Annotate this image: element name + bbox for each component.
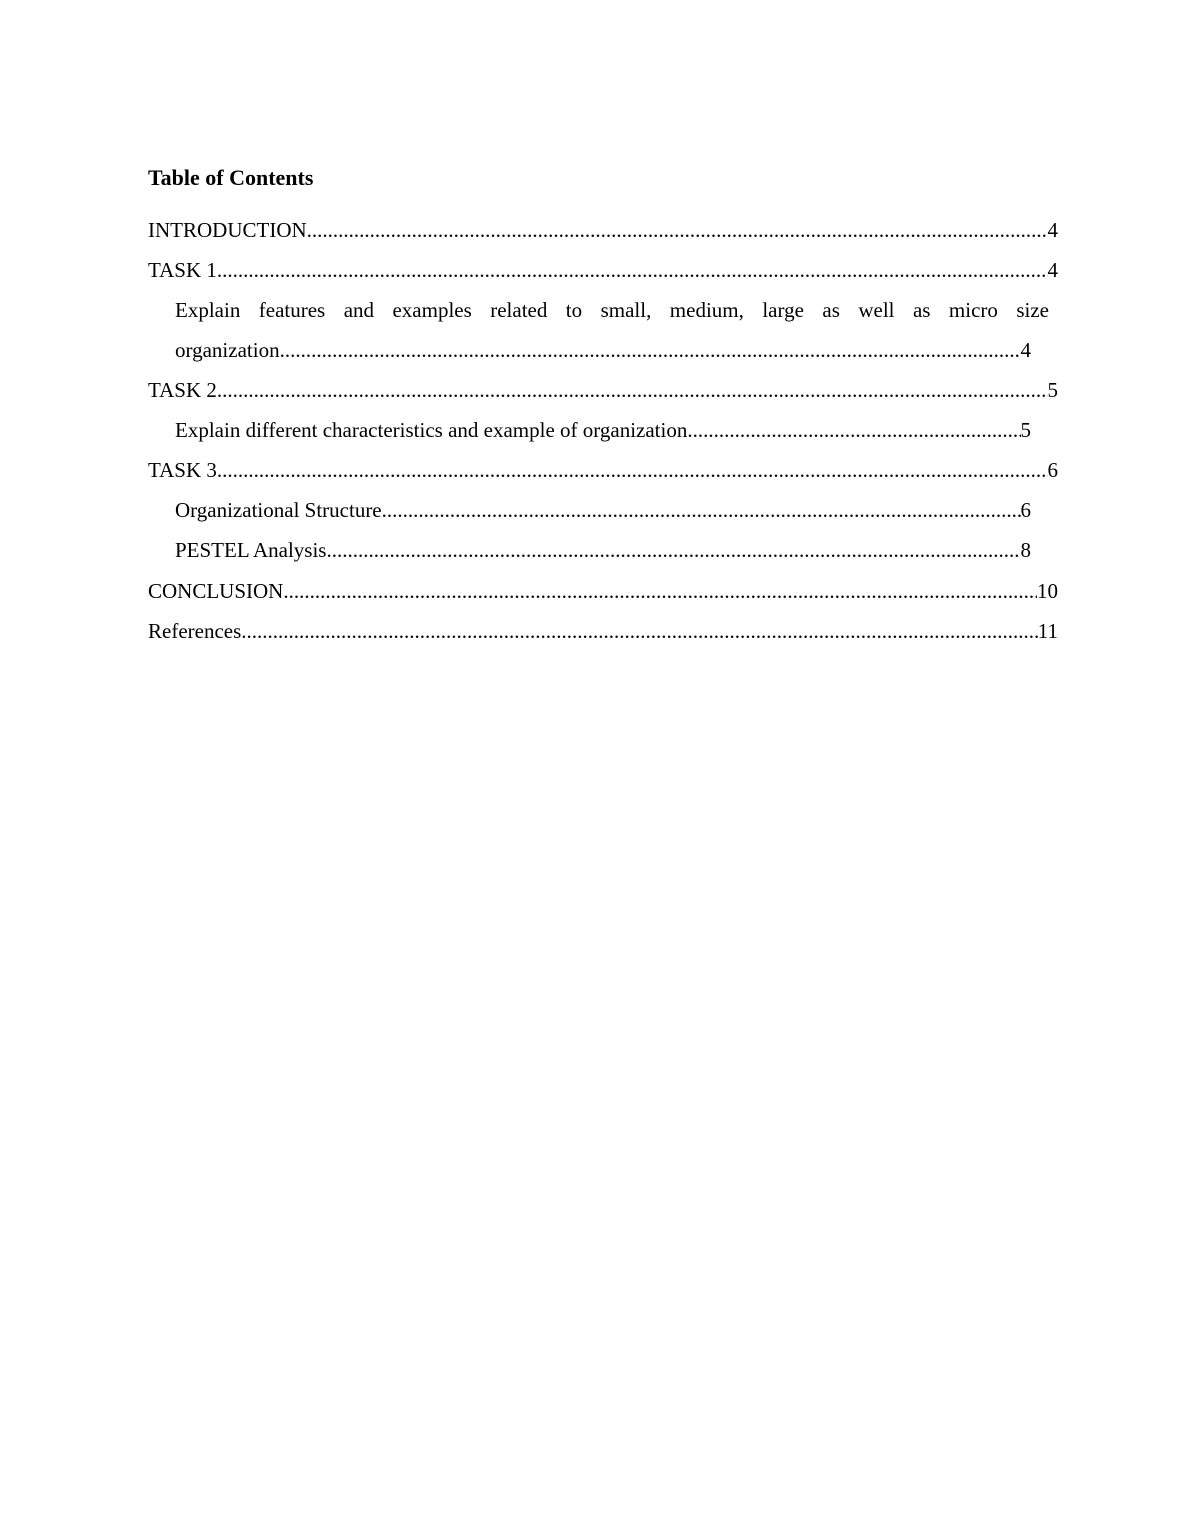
toc-entry-label: TASK 3	[148, 458, 217, 482]
toc-page-number: 5	[1020, 418, 1031, 442]
toc-leader	[307, 216, 1048, 244]
toc-leader	[280, 336, 1021, 364]
toc-page-number: 6	[1047, 458, 1058, 482]
toc-leader	[217, 456, 1048, 484]
toc-entry-label: Explain different characteristics and example of organization	[175, 418, 688, 442]
toc-entry-label: organization	[175, 338, 280, 362]
toc-page-number: 11	[1037, 619, 1058, 643]
toc-page-number: 4	[1020, 338, 1031, 362]
toc-leader	[241, 617, 1037, 645]
toc-leader	[217, 256, 1048, 284]
toc-leader	[326, 536, 1020, 564]
toc-entry-task-1[interactable]	[148, 256, 1058, 284]
toc-page-number: 4	[1047, 258, 1058, 282]
toc-entry-introduction[interactable]	[148, 216, 1058, 244]
toc-entry-label: TASK 1	[148, 258, 217, 282]
toc-entry-explain-features-line2[interactable]	[175, 336, 1031, 364]
toc-entry-label: INTRODUCTION	[148, 218, 307, 242]
toc-entry-explain-characteristics[interactable]	[175, 416, 1031, 444]
toc-leader	[382, 496, 1021, 524]
toc-entry-explain-features-line1[interactable]	[175, 296, 1049, 324]
toc-leader	[217, 376, 1048, 404]
toc-entry-label: Explain features and examples related to small, medium, large as well as micro size	[175, 298, 1049, 322]
toc-entry-task-2[interactable]	[148, 376, 1058, 404]
toc-page-number: 4	[1047, 218, 1058, 242]
toc-entry-conclusion[interactable]	[148, 577, 1058, 605]
toc-entry-label: References	[148, 619, 242, 643]
toc-leader	[687, 416, 1020, 444]
toc-entry-label: PESTEL Analysis	[175, 538, 327, 562]
toc-entry-label: CONCLUSION	[148, 579, 284, 603]
toc-page-number: 10	[1037, 579, 1058, 603]
toc-entry-label: Organizational Structure	[175, 498, 382, 522]
toc-entry-pestel-analysis[interactable]	[175, 536, 1031, 564]
toc-page-number: 5	[1047, 378, 1058, 402]
toc-page-number: 8	[1020, 538, 1031, 562]
toc-page-number: 6	[1020, 498, 1031, 522]
toc-leader	[283, 577, 1037, 605]
toc-entry-label: TASK 2	[148, 378, 217, 402]
toc-entry-references[interactable]	[148, 617, 1058, 645]
toc-entry-organizational-structure[interactable]	[175, 496, 1031, 524]
toc-title: Table of Contents	[148, 165, 314, 190]
toc-entry-task-3[interactable]	[148, 456, 1058, 484]
